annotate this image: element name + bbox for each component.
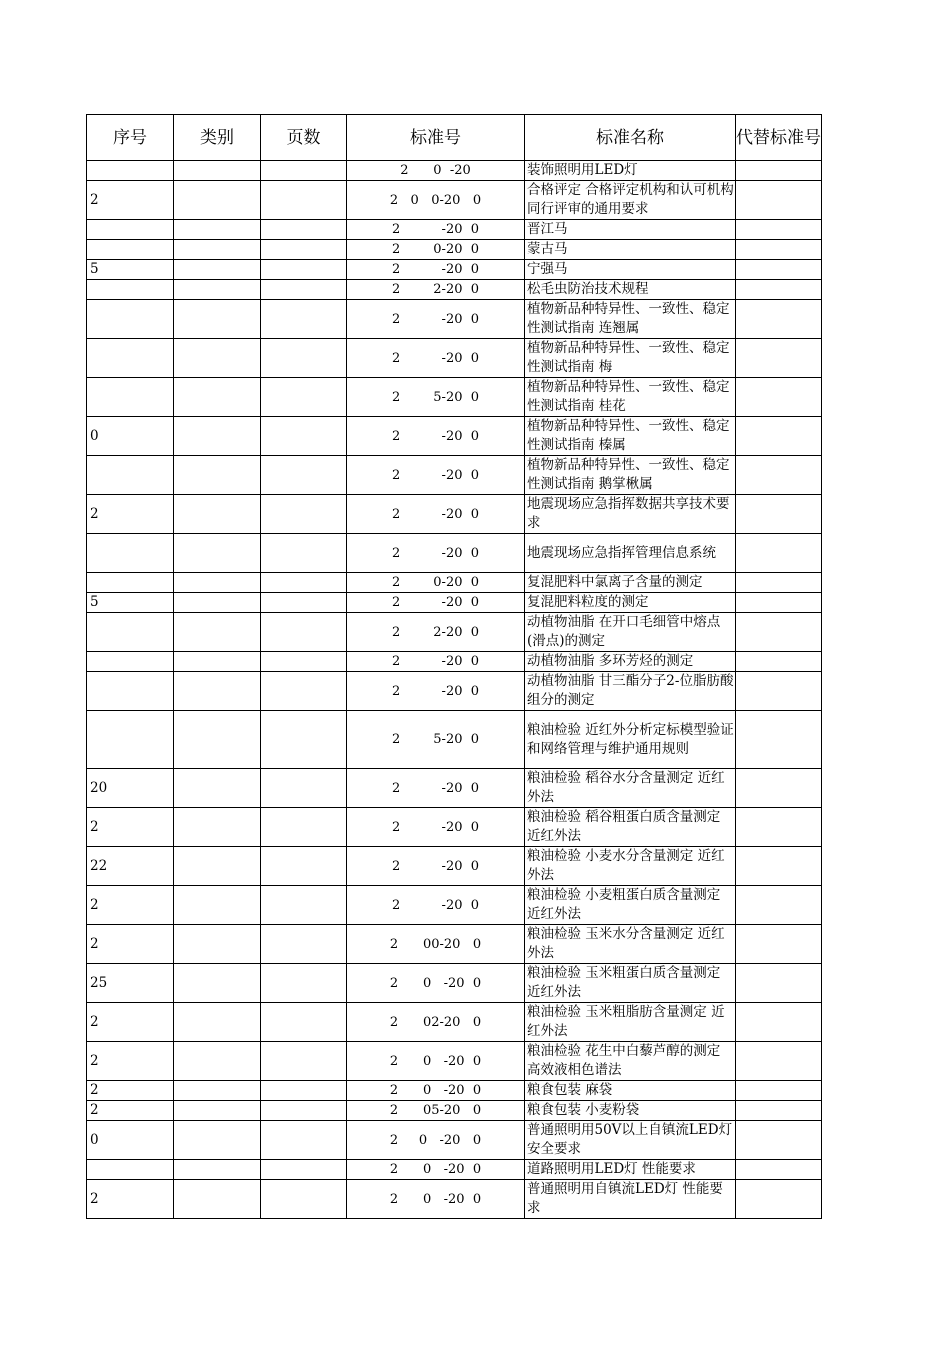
cell-replace — [736, 1081, 822, 1101]
cell-seq — [87, 613, 174, 652]
cell-replace — [736, 300, 822, 339]
cell-replace — [736, 886, 822, 925]
cell-category — [174, 964, 261, 1003]
std-name-text: 植物新品种特异性、一致性、稳定性测试指南 榛属 — [527, 418, 730, 453]
cell-seq: 2 — [87, 1101, 174, 1121]
table-row — [87, 886, 822, 925]
cell-std-no: 2 -20 0 — [347, 847, 525, 886]
cell-pages — [261, 886, 347, 925]
table-row — [87, 280, 822, 300]
cell-std-no: 2 0-20 0 — [347, 240, 525, 260]
table-row — [87, 808, 822, 847]
cell-pages — [261, 769, 347, 808]
cell-seq: 20 — [87, 769, 174, 808]
cell-pages — [261, 181, 347, 220]
cell-pages — [261, 456, 347, 495]
cell-std-no: 2 -20 0 — [347, 300, 525, 339]
cell-category — [174, 220, 261, 240]
cell-std-name — [525, 1121, 736, 1160]
cell-pages — [261, 847, 347, 886]
cell-pages — [261, 161, 347, 181]
cell-category — [174, 534, 261, 573]
table-row — [87, 495, 822, 534]
table-row — [87, 769, 822, 808]
cell-seq — [87, 339, 174, 378]
cell-pages — [261, 300, 347, 339]
cell-category — [174, 808, 261, 847]
cell-replace — [736, 964, 822, 1003]
cell-seq: 5 — [87, 593, 174, 613]
cell-seq: 2 — [87, 181, 174, 220]
std-name-text: 合格评定 合格评定机构和认可机构同行评审的通用要求 — [527, 182, 734, 217]
cell-std-no: 2 -20 0 — [347, 593, 525, 613]
cell-std-name — [525, 769, 736, 808]
cell-seq: 25 — [87, 964, 174, 1003]
header-category: 类别 — [174, 115, 261, 161]
cell-std-no: 2 -20 0 — [347, 808, 525, 847]
cell-std-name — [525, 456, 736, 495]
header-std-name: 标准名称 — [525, 115, 736, 161]
cell-pages — [261, 1121, 347, 1160]
cell-std-no: 2 -20 0 — [347, 769, 525, 808]
std-name-text: 地震现场应急指挥管理信息系统 — [527, 544, 716, 561]
cell-std-no: 2 5-20 0 — [347, 378, 525, 417]
table-row — [87, 1042, 822, 1081]
cell-pages — [261, 534, 347, 573]
cell-std-no: 2 -20 0 — [347, 672, 525, 711]
table-row — [87, 1101, 822, 1121]
cell-std-name — [525, 1160, 736, 1180]
cell-seq — [87, 280, 174, 300]
cell-std-no: 2 -20 0 — [347, 417, 525, 456]
cell-std-name — [525, 964, 736, 1003]
cell-std-name — [525, 652, 736, 672]
std-name-text: 粮油检验 花生中白藜芦醇的测定 高效液相色谱法 — [527, 1043, 721, 1078]
std-name-text: 复混肥料粒度的测定 — [527, 594, 649, 610]
cell-replace — [736, 1101, 822, 1121]
cell-std-no: 2 -20 0 — [347, 652, 525, 672]
table-row — [87, 339, 822, 378]
cell-category — [174, 1042, 261, 1081]
cell-std-name — [525, 378, 736, 417]
cell-std-no: 2 -20 0 — [347, 534, 525, 573]
table-row — [87, 1160, 822, 1180]
cell-std-name — [525, 220, 736, 240]
cell-replace — [736, 847, 822, 886]
table-row — [87, 1121, 822, 1160]
cell-seq: 2 — [87, 925, 174, 964]
cell-category — [174, 456, 261, 495]
std-name-text: 动植物油脂 甘三酯分子2-位脂肪酸组分的测定 — [527, 673, 734, 708]
cell-replace — [736, 495, 822, 534]
cell-seq: 22 — [87, 847, 174, 886]
std-name-text: 粮油检验 玉米粗蛋白质含量测定 近红外法 — [527, 965, 721, 1000]
cell-replace — [736, 925, 822, 964]
std-name-text: 粮油检验 稻谷水分含量测定 近红外法 — [527, 770, 725, 805]
cell-std-name — [525, 847, 736, 886]
cell-std-no: 2 0-20 0 — [347, 573, 525, 593]
cell-pages — [261, 220, 347, 240]
cell-pages — [261, 808, 347, 847]
cell-seq — [87, 573, 174, 593]
cell-replace — [736, 573, 822, 593]
std-name-text: 动植物油脂 多环芳烃的测定 — [527, 653, 694, 669]
cell-category — [174, 886, 261, 925]
cell-std-name — [525, 260, 736, 280]
cell-std-no: 2 0 -20 — [347, 161, 525, 181]
table-row — [87, 181, 822, 220]
cell-pages — [261, 378, 347, 417]
cell-replace — [736, 593, 822, 613]
cell-std-name — [525, 886, 736, 925]
table-row — [87, 378, 822, 417]
cell-category — [174, 711, 261, 769]
cell-seq — [87, 161, 174, 181]
cell-seq — [87, 220, 174, 240]
cell-category — [174, 240, 261, 260]
cell-replace — [736, 280, 822, 300]
std-name-text: 粮油检验 玉米水分含量测定 近红外法 — [527, 926, 725, 961]
std-name-text: 植物新品种特异性、一致性、稳定性测试指南 连翘属 — [527, 301, 730, 336]
cell-pages — [261, 613, 347, 652]
cell-std-name — [525, 495, 736, 534]
cell-replace — [736, 1042, 822, 1081]
cell-pages — [261, 1081, 347, 1101]
std-name-text: 复混肥料中氯离子含量的测定 — [527, 574, 703, 590]
std-name-text: 粮食包装 小麦粉袋 — [527, 1102, 640, 1118]
cell-std-name — [525, 593, 736, 613]
std-name-text: 地震现场应急指挥数据共享技术要求 — [527, 496, 730, 531]
std-name-text: 粮油检验 小麦水分含量测定 近红外法 — [527, 848, 725, 883]
cell-seq — [87, 534, 174, 573]
std-name-text: 植物新品种特异性、一致性、稳定性测试指南 鹅掌楸属 — [527, 457, 730, 492]
cell-std-no: 2 2-20 0 — [347, 280, 525, 300]
cell-pages — [261, 1101, 347, 1121]
std-name-text: 普通照明用自镇流LED灯 性能要求 — [527, 1181, 723, 1216]
cell-category — [174, 181, 261, 220]
cell-std-no: 2 -20 0 — [347, 220, 525, 240]
table-row — [87, 260, 822, 280]
cell-pages — [261, 280, 347, 300]
std-name-text: 晋江马 — [527, 221, 568, 237]
table-row — [87, 240, 822, 260]
cell-pages — [261, 495, 347, 534]
table-row — [87, 1180, 822, 1219]
cell-pages — [261, 964, 347, 1003]
std-name-text: 植物新品种特异性、一致性、稳定性测试指南 桂花 — [527, 379, 730, 414]
cell-pages — [261, 593, 347, 613]
cell-std-no: 2 0 -20 0 — [347, 1121, 525, 1160]
table-row — [87, 964, 822, 1003]
cell-replace — [736, 1180, 822, 1219]
cell-replace — [736, 1160, 822, 1180]
table-row — [87, 417, 822, 456]
std-name-text: 道路照明用LED灯 性能要求 — [527, 1161, 696, 1177]
std-name-text: 植物新品种特异性、一致性、稳定性测试指南 梅 — [527, 340, 730, 375]
cell-std-no: 2 0 -20 0 — [347, 1180, 525, 1219]
cell-category — [174, 652, 261, 672]
cell-std-no: 2 -20 0 — [347, 339, 525, 378]
cell-replace — [736, 161, 822, 181]
cell-std-no: 2 -20 0 — [347, 260, 525, 280]
cell-category — [174, 847, 261, 886]
table-row — [87, 456, 822, 495]
cell-std-no: 2 02-20 0 — [347, 1003, 525, 1042]
cell-category — [174, 417, 261, 456]
cell-replace — [736, 1003, 822, 1042]
cell-pages — [261, 672, 347, 711]
cell-replace — [736, 417, 822, 456]
table-row — [87, 672, 822, 711]
header-std-no: 标准号 — [347, 115, 525, 161]
cell-seq: 2 — [87, 1180, 174, 1219]
cell-pages — [261, 1160, 347, 1180]
cell-category — [174, 339, 261, 378]
table-row — [87, 1081, 822, 1101]
cell-std-name — [525, 161, 736, 181]
cell-seq: 2 — [87, 1003, 174, 1042]
cell-std-name — [525, 1003, 736, 1042]
cell-pages — [261, 711, 347, 769]
cell-pages — [261, 1003, 347, 1042]
table-row — [87, 925, 822, 964]
cell-std-name — [525, 1042, 736, 1081]
cell-std-name — [525, 280, 736, 300]
cell-std-name — [525, 613, 736, 652]
cell-pages — [261, 339, 347, 378]
std-name-text: 粮食包装 麻袋 — [527, 1082, 613, 1098]
table-row — [87, 593, 822, 613]
cell-std-name — [525, 534, 736, 573]
cell-std-name — [525, 181, 736, 220]
cell-std-name — [525, 711, 736, 769]
cell-seq — [87, 711, 174, 769]
cell-replace — [736, 181, 822, 220]
std-name-text: 宁强马 — [527, 261, 568, 277]
header-replace: 代替标准号 — [736, 115, 822, 161]
cell-category — [174, 1160, 261, 1180]
cell-pages — [261, 573, 347, 593]
std-name-text: 装饰照明用LED灯 — [527, 162, 638, 178]
cell-category — [174, 495, 261, 534]
cell-std-name — [525, 1101, 736, 1121]
std-name-text: 蒙古马 — [527, 241, 568, 257]
cell-std-name — [525, 417, 736, 456]
cell-seq: 2 — [87, 1042, 174, 1081]
cell-seq: 2 — [87, 886, 174, 925]
table-row — [87, 847, 822, 886]
cell-category — [174, 1180, 261, 1219]
cell-pages — [261, 240, 347, 260]
cell-replace — [736, 240, 822, 260]
cell-category — [174, 1121, 261, 1160]
cell-category — [174, 613, 261, 652]
header-pages: 页数 — [261, 115, 347, 161]
table-body — [87, 161, 822, 1219]
cell-std-name — [525, 672, 736, 711]
cell-category — [174, 769, 261, 808]
cell-category — [174, 161, 261, 181]
std-name-text: 松毛虫防治技术规程 — [527, 281, 649, 297]
cell-replace — [736, 613, 822, 652]
cell-replace — [736, 808, 822, 847]
cell-std-no: 2 0 -20 0 — [347, 1042, 525, 1081]
table-row — [87, 613, 822, 652]
table-row — [87, 652, 822, 672]
cell-std-no: 2 -20 0 — [347, 495, 525, 534]
cell-replace — [736, 456, 822, 495]
std-name-text: 粮油检验 小麦粗蛋白质含量测定 近红外法 — [527, 887, 721, 922]
cell-pages — [261, 652, 347, 672]
cell-std-no: 2 2-20 0 — [347, 613, 525, 652]
cell-seq — [87, 652, 174, 672]
cell-replace — [736, 339, 822, 378]
std-name-text: 普通照明用50V以上自镇流LED灯 安全要求 — [527, 1122, 733, 1157]
std-name-text: 粮油检验 稻谷粗蛋白质含量测定 近红外法 — [527, 809, 721, 844]
cell-replace — [736, 652, 822, 672]
cell-category — [174, 1081, 261, 1101]
cell-category — [174, 280, 261, 300]
cell-std-no: 2 05-20 0 — [347, 1101, 525, 1121]
cell-seq — [87, 1160, 174, 1180]
cell-seq: 0 — [87, 1121, 174, 1160]
cell-category — [174, 925, 261, 964]
cell-std-no: 2 0 -20 0 — [347, 1081, 525, 1101]
cell-std-no: 2 00-20 0 — [347, 925, 525, 964]
cell-std-name — [525, 925, 736, 964]
cell-category — [174, 672, 261, 711]
std-name-text: 粮油检验 近红外分析定标模型验证和网络管理与维护通用规则 — [527, 721, 734, 757]
cell-std-name — [525, 573, 736, 593]
cell-replace — [736, 534, 822, 573]
cell-seq: 2 — [87, 808, 174, 847]
cell-std-name — [525, 1180, 736, 1219]
cell-category — [174, 1101, 261, 1121]
cell-replace — [736, 711, 822, 769]
cell-seq — [87, 240, 174, 260]
cell-replace — [736, 220, 822, 240]
cell-std-no: 2 -20 0 — [347, 456, 525, 495]
cell-replace — [736, 378, 822, 417]
cell-category — [174, 1003, 261, 1042]
cell-seq — [87, 378, 174, 417]
cell-pages — [261, 1042, 347, 1081]
cell-replace — [736, 260, 822, 280]
cell-seq — [87, 672, 174, 711]
cell-category — [174, 378, 261, 417]
header-row — [87, 115, 822, 161]
cell-pages — [261, 417, 347, 456]
table-row — [87, 220, 822, 240]
table-row — [87, 573, 822, 593]
cell-seq: 5 — [87, 260, 174, 280]
cell-seq: 2 — [87, 495, 174, 534]
cell-category — [174, 300, 261, 339]
cell-std-no: 2 0 0-20 0 — [347, 181, 525, 220]
cell-std-no: 2 -20 0 — [347, 886, 525, 925]
cell-std-name — [525, 339, 736, 378]
table-row — [87, 711, 822, 769]
table-row — [87, 300, 822, 339]
cell-replace — [736, 672, 822, 711]
std-name-text: 动植物油脂 在开口毛细管中熔点(滑点)的测定 — [527, 614, 721, 649]
cell-std-name — [525, 808, 736, 847]
cell-category — [174, 573, 261, 593]
standards-table — [86, 114, 822, 1219]
table-row — [87, 1003, 822, 1042]
cell-std-name — [525, 300, 736, 339]
table-row — [87, 161, 822, 181]
cell-seq: 0 — [87, 417, 174, 456]
cell-std-name — [525, 240, 736, 260]
cell-seq — [87, 456, 174, 495]
header-seq: 序号 — [87, 115, 174, 161]
cell-pages — [261, 260, 347, 280]
cell-replace — [736, 1121, 822, 1160]
cell-pages — [261, 925, 347, 964]
cell-category — [174, 260, 261, 280]
std-name-text: 粮油检验 玉米粗脂肪含量测定 近红外法 — [527, 1004, 725, 1039]
cell-std-no: 2 0 -20 0 — [347, 964, 525, 1003]
cell-seq — [87, 300, 174, 339]
cell-replace — [736, 769, 822, 808]
cell-std-name — [525, 1081, 736, 1101]
cell-std-no: 2 0 -20 0 — [347, 1160, 525, 1180]
cell-category — [174, 593, 261, 613]
cell-pages — [261, 1180, 347, 1219]
cell-seq: 2 — [87, 1081, 174, 1101]
cell-std-no: 2 5-20 0 — [347, 711, 525, 769]
table-row — [87, 534, 822, 573]
